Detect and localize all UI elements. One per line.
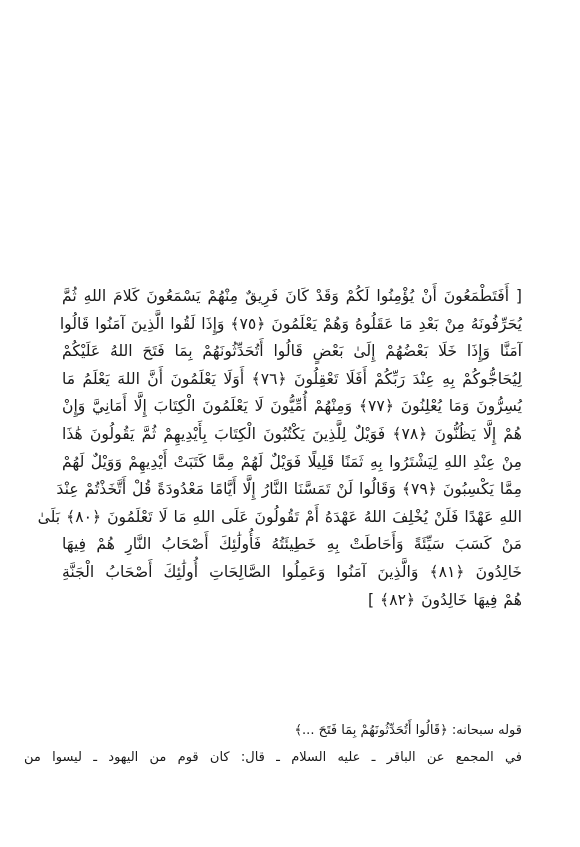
verse-line: خَالِدُونَ ﴿٨١﴾ وَالَّذِينَ آمَنُوا وَعَمِلُوا الصَّالِحَاتِ أُولَٰئِكَ أَصْحَابُ الْجَنَّةِ	[62, 562, 522, 581]
commentary-block	[24, 718, 522, 772]
verse-line: آمَنَّا وَإِذَا خَلَا بَعْضُهُمْ إِلَىٰ بَعْضٍ قَالُوا أَتُحَدِّثُونَهُمْ بِمَا فَتَحَ اللهُ عَلَيْكُمْ	[62, 342, 522, 361]
verse-line: يُسِرُّونَ وَمَا يُعْلِنُونَ ﴿٧٧﴾ وَمِنْهُمْ أُمِّيُّونَ لَا يَعْلَمُونَ الْكِتَابَ إِلَّا أَمَانِيَّ وَإِنْ	[62, 397, 523, 416]
commentary-source-line: في المجمع عن الباقر ـ عليه السلام ـ قال: كان قوم من اليهود ـ ليسوا من	[24, 750, 522, 765]
commentary-heading: قوله سبحانه: ﴿قَالُوا أَتُحَدِّثُونَهُمْ بِمَا فَتَحَ ...﴾	[294, 723, 522, 738]
verse-line: مِنْ عِنْدِ اللهِ لِيَشْتَرُوا بِهِ ثَمَنًا قَلِيلًا فَوَيْلٌ لَهُمْ مِمَّا كَتَبَتْ أَيْدِيهِمْ وَوَيْلٌ لَهُمْ	[62, 452, 522, 471]
quran-verses-block	[37, 283, 523, 614]
verse-line: مَنْ كَسَبَ سَيِّئَةً وَأَحَاطَتْ بِهِ خَطِيئَتُهُ فَأُولَٰئِكَ أَصْحَابُ النَّارِ هُمْ فِيهَا	[62, 535, 522, 554]
verse-line: هُمْ فِيهَا خَالِدُونَ ﴿٨٢﴾ ]	[368, 590, 522, 609]
verse-line: مِمَّا يَكْسِبُونَ ﴿٧٩﴾ وَقَالُوا لَنْ تَمَسَّنَا النَّارُ إِلَّا أَيَّامًا مَعْدُودَةً قُلْ أَتَّخَذْتُمْ عِنْدَ	[56, 480, 522, 499]
verse-line: لِيُحَاجُّوكُمْ بِهِ عِنْدَ رَبِّكُمْ أَفَلَا تَعْقِلُونَ ﴿٧٦﴾ أَوَلَا يَعْلَمُونَ أَنَّ اللهَ يَعْلَمُ مَا	[62, 369, 522, 388]
verse-line: [ أَفَتَطْمَعُونَ أَنْ يُؤْمِنُوا لَكُمْ وَقَدْ كَانَ فَرِيقٌ مِنْهُمْ يَسْمَعُونَ كَلامَ اللهِ ثُمَّ	[62, 287, 522, 305]
verse-line: اللهِ عَهْدًا فَلَنْ يُخْلِفَ اللهُ عَهْدَهُ أَمْ تَقُولُونَ عَلَى اللهِ مَا لَا تَعْلَمُونَ ﴿٨٠﴾ بَلَىٰ	[37, 507, 522, 526]
verse-line: يُحَرِّفُونَهُ مِنْ بَعْدِ مَا عَقَلُوهُ وَهُمْ يَعْلَمُونَ ﴿٧٥﴾ وَإِذَا لَقُوا الَّذِينَ آمَنُوا قَالُوا	[59, 314, 522, 333]
verse-line: هُمْ إِلَّا يَظُنُّونَ ﴿٧٨﴾ فَوَيْلٌ لِلَّذِينَ يَكْتُبُونَ الْكِتَابَ بِأَيْدِيهِمْ ثُمَّ يَقُولُونَ هَٰذَا	[62, 424, 522, 443]
